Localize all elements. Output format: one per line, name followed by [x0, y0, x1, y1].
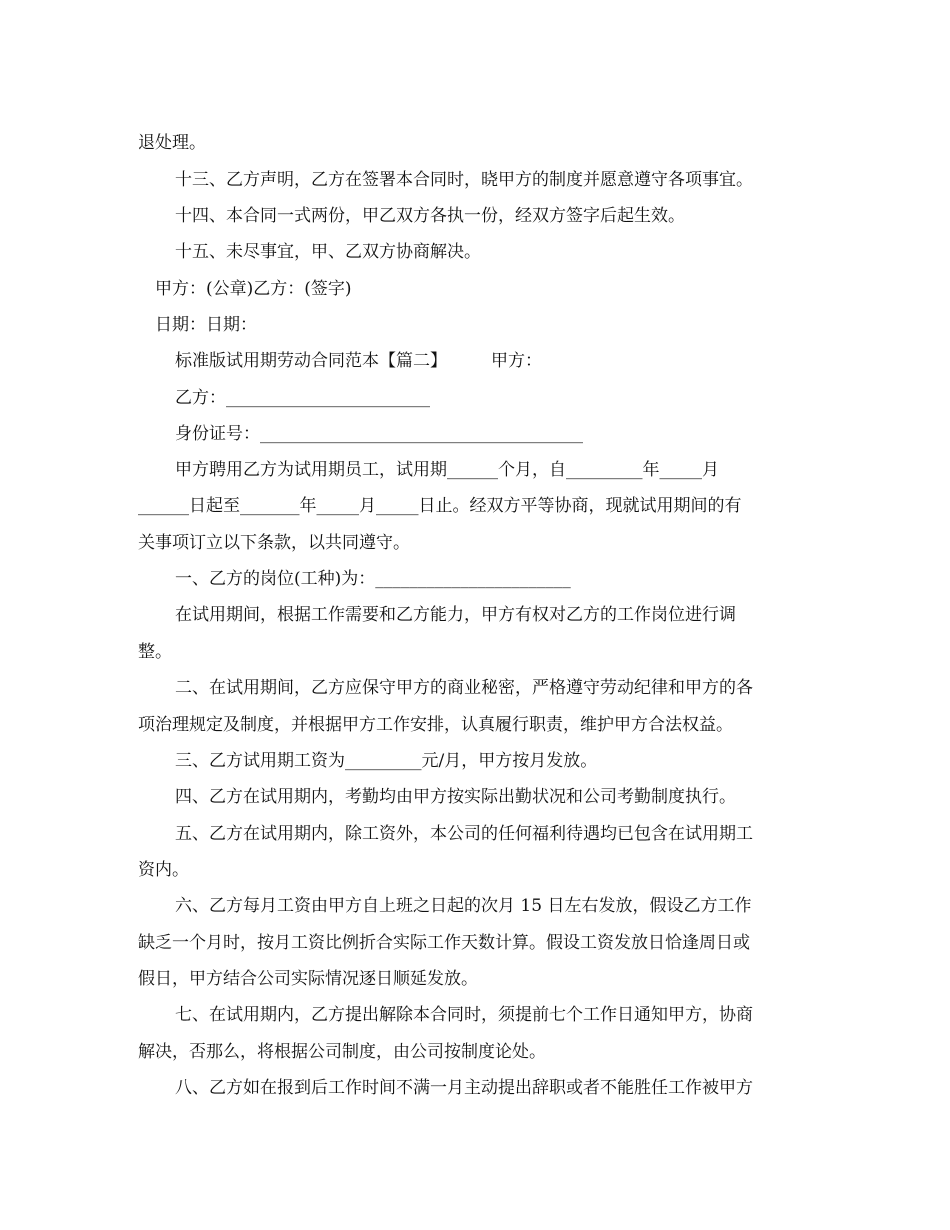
- clause-14: 十四、本合同一式两份，甲乙双方各执一份，经双方签字后起生效。: [175, 206, 685, 226]
- clause-13: 十三、乙方声明，乙方在签署本合同时，晓甲方的制度并愿意遵守各项事宜。: [175, 170, 753, 190]
- text-line: 整。: [138, 642, 172, 662]
- text-line: 资内。: [138, 860, 189, 880]
- clause-6: 六、乙方每月工资由甲方自上班之日起的次月 15 日左右发放，假设乙方工作: [175, 896, 752, 916]
- clause-2: 二、在试用期间，乙方应保守甲方的商业秘密，严格遵守劳动纪律和甲方的各: [175, 678, 753, 698]
- text-line: 解决，否那么，将根据公司制度，由公司按制度论处。: [138, 1042, 546, 1062]
- clause-15: 十五、未尽事宜，甲、乙双方协商解决。: [175, 242, 481, 262]
- signature-line: 甲方：(公章)乙方：(签字): [155, 279, 352, 299]
- clause-3: 三、乙方试用期工资为_________元/月，甲方按月发放。: [175, 751, 598, 771]
- text-line: 退处理。: [138, 133, 206, 153]
- text-line: 关事项订立以下条款，以共同遵守。: [138, 533, 410, 553]
- date-line: 日期：日期：: [155, 315, 257, 335]
- clause-5: 五、乙方在试用期内，除工资外，本公司的任何福利待遇均已包含在试用期工: [175, 824, 753, 844]
- text-line: 甲方聘用乙方为试用期员工，试用期______个月，自_________年_____月: [175, 460, 719, 480]
- section-title: 标准版试用期劳动合同范本【篇二】: [175, 351, 447, 371]
- clause-7: 七、在试用期内，乙方提出解除本合同时，须提前七个工作日通知甲方，协商: [175, 1005, 753, 1025]
- text-line: 假日，甲方结合公司实际情况逐日顺延发放。: [138, 969, 478, 989]
- text-line: 缺乏一个月时，按月工资比例折合实际工作天数计算。假设工资发放日恰逢周日或: [138, 933, 750, 953]
- clause-8: 八、乙方如在报到后工作时间不满一月主动提出辞职或者不能胜任工作被甲方: [175, 1078, 753, 1098]
- party-a-label: 甲方：: [491, 351, 542, 371]
- party-b-field: 乙方：________________________: [175, 388, 430, 408]
- text-line: ______日起至_______年_____月_____日止。经双方平等协商，现就试用期间的有: [138, 496, 742, 516]
- text-line: 在试用期间，根据工作需要和乙方能力，甲方有权对乙方的工作岗位进行调: [175, 605, 736, 625]
- section-heading: [175, 349, 815, 373]
- id-number-field: 身份证号：______________________________________: [175, 424, 583, 444]
- clause-4: 四、乙方在试用期内，考勤均由甲方按实际出勤状况和公司考勤制度执行。: [175, 787, 736, 807]
- text-line: 项治理规定及制度，并根据甲方工作安排，认真履行职责，维护甲方合法权益。: [138, 715, 733, 735]
- clause-1: 一、乙方的岗位(工种)为：_______________________: [175, 569, 571, 589]
